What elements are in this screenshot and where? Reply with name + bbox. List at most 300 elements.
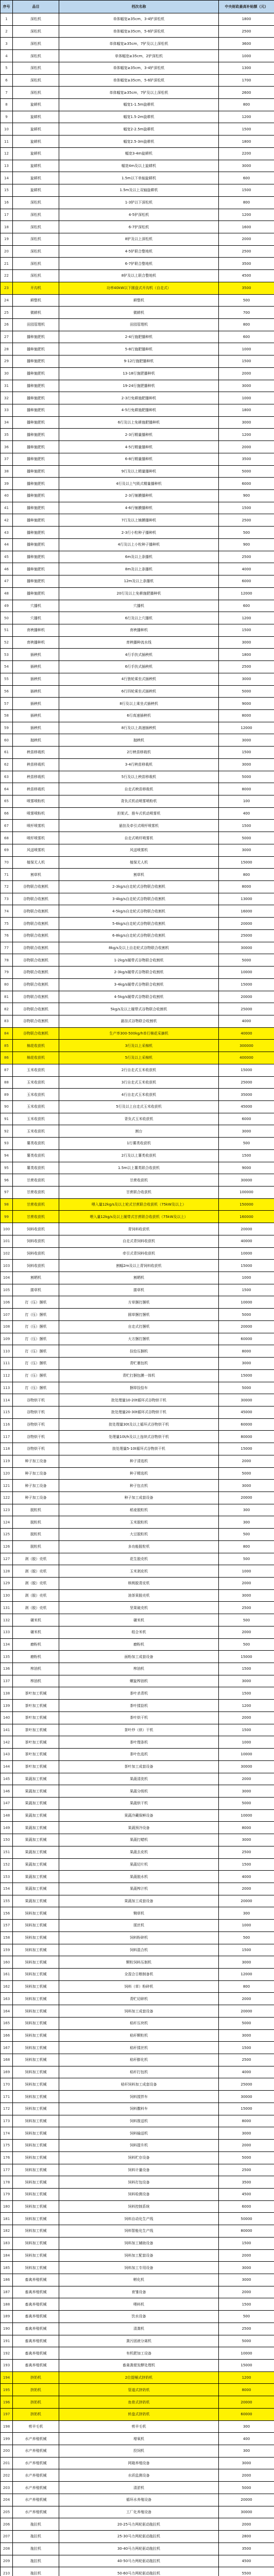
cell-seq: 28 <box>1 343 13 355</box>
cell-category: 播种施肥机 <box>13 453 59 465</box>
cell-amount: 30000 <box>219 1760 274 1773</box>
cell-seq: 153 <box>1 1871 13 1883</box>
cell-amount: 5000 <box>219 685 274 698</box>
cell-category: 饲料加工机械 <box>13 2017 59 2029</box>
cell-name: 网箱养殖设备 <box>59 2457 219 2469</box>
cell-amount: 3000 <box>219 2262 274 2274</box>
cell-amount: 2500 <box>219 2164 274 2176</box>
cell-name: 1行薯类收获机 <box>59 1138 219 1150</box>
cell-category: 饲料加工机械 <box>13 2225 59 2238</box>
cell-category: 饲料加工机械 <box>13 1920 59 1932</box>
cell-seq: 7 <box>1 87 13 99</box>
table-row <box>1 1540 274 1553</box>
cell-category: 果蔬加工机械 <box>13 1834 59 1846</box>
table-row <box>1 2396 274 2409</box>
cell-name: 6-7铲联合整地机 <box>59 258 219 270</box>
cell-seq: 176 <box>1 2151 13 2164</box>
table-row <box>1 1358 274 1370</box>
cell-amount: 13000 <box>219 893 274 905</box>
cell-seq: 173 <box>1 2115 13 2127</box>
cell-category: 饲料收获机 <box>13 1235 59 1247</box>
cell-category: 插秧机 <box>13 649 59 661</box>
cell-category: 榨油机 <box>13 1675 59 1687</box>
table-row <box>1 2237 274 2249</box>
cell-amount: 300 <box>219 1504 274 1516</box>
cell-seq: 33 <box>1 404 13 417</box>
cell-name: 4-5行精量播种机 <box>59 441 219 453</box>
cell-category: 打（压）捆机 <box>13 1369 59 1382</box>
cell-amount: 15000 <box>219 1443 274 1455</box>
cell-category: 谷物联合收割机 <box>13 893 59 905</box>
table-row <box>1 2445 274 2458</box>
cell-name: 批处理量30t及以上循环式谷物烘干机 <box>59 1418 219 1431</box>
table-row <box>1 490 274 502</box>
cell-name: 饲料粉碎机 <box>59 1931 219 1944</box>
cell-seq: 172 <box>1 2103 13 2115</box>
cell-name: 8铲及以上联合整地机 <box>59 270 219 282</box>
cell-name: 2-3行小粒种子播种机 <box>59 527 219 539</box>
cell-category: 剥（脱）壳机 <box>13 1602 59 1614</box>
cell-seq: 24 <box>1 294 13 307</box>
table-row <box>1 1687 274 1700</box>
cell-amount: 60000 <box>219 2408 274 2420</box>
table-row <box>1 2127 274 2140</box>
cell-seq: 40 <box>1 490 13 502</box>
table-row <box>1 624 274 636</box>
cell-category: 谷物烘干机 <box>13 1443 59 1455</box>
cell-name: 田园管理机 <box>59 318 219 331</box>
table-row <box>1 50 274 62</box>
cell-seq: 6 <box>1 74 13 87</box>
table-row <box>1 612 274 624</box>
table-row <box>1 1467 274 1480</box>
cell-category: 畜禽养殖机械 <box>13 2286 59 2298</box>
cell-name: 花生脱壳机 <box>59 1553 219 1565</box>
cell-category: 播种施肥机 <box>13 331 59 343</box>
cell-category: 果蔬加工机械 <box>13 1883 59 1895</box>
table-row <box>1 1969 274 1981</box>
cell-amount: 600 <box>219 600 274 612</box>
cell-seq: 163 <box>1 1993 13 2005</box>
cell-amount: 5000 <box>219 954 274 967</box>
table-row <box>1 1822 274 1834</box>
cell-amount: 800 <box>219 869 274 881</box>
cell-name: 饲料智能化生产线 <box>59 2225 219 2238</box>
table-row <box>1 1809 274 1822</box>
cell-category: 深松机 <box>13 25 59 38</box>
cell-name: 抛秧机 <box>59 734 219 747</box>
cell-category: 碾米机 <box>13 1614 59 1626</box>
cell-amount: 3000 <box>219 2029 274 2042</box>
cell-category: 割晒机 <box>13 1272 59 1284</box>
cell-category: 薯类收获机 <box>13 1149 59 1162</box>
cell-seq: 2 <box>1 25 13 38</box>
cell-name: 饲料推送机 <box>59 2115 219 2127</box>
cell-seq: 132 <box>1 1614 13 1626</box>
table-row <box>1 2286 274 2298</box>
cell-name: 4行独轮乘坐式插秧机 <box>59 673 219 685</box>
cell-category: 谷物联合收割机 <box>13 942 59 954</box>
cell-amount: 3000 <box>219 380 274 392</box>
table-row <box>1 795 274 808</box>
cell-seq: 115 <box>1 1406 13 1418</box>
cell-name: 青贮打捆包膜一体机 <box>59 1369 219 1382</box>
cell-name: 育秧播种流水线 <box>59 636 219 649</box>
cell-seq: 48 <box>1 587 13 600</box>
cell-amount: 1500 <box>219 747 274 759</box>
cell-amount: 1700 <box>219 74 274 87</box>
cell-seq: 186 <box>1 2274 13 2286</box>
cell-seq: 109 <box>1 1333 13 1345</box>
cell-category: 饲料加工机械 <box>13 2213 59 2225</box>
cell-seq: 80 <box>1 978 13 991</box>
table-row <box>1 856 274 869</box>
cell-name: 油茶果脱壳机 <box>59 1589 219 1602</box>
cell-name: 8铲及以上深松机 <box>59 233 219 245</box>
cell-category: 饲料加工机械 <box>13 2140 59 2152</box>
cell-category: 播种施肥机 <box>13 392 59 404</box>
cell-amount: 8000 <box>219 1345 274 1358</box>
table-row <box>1 991 274 1003</box>
cell-amount: 60000 <box>219 1418 274 1431</box>
cell-name: 幅宽2.5-3m旋耕机 <box>59 135 219 148</box>
cell-category: 畜禽养殖机械 <box>13 2311 59 2323</box>
cell-seq: 72 <box>1 881 13 893</box>
cell-seq: 17 <box>1 209 13 221</box>
cell-seq: 136 <box>1 1663 13 1675</box>
cell-seq: 86 <box>1 1052 13 1064</box>
cell-seq: 49 <box>1 600 13 612</box>
table-row <box>1 1211 274 1223</box>
cell-amount: 20000 <box>219 1492 274 1504</box>
cell-name: 饲料提升机 <box>59 2140 219 2152</box>
table-row <box>1 123 274 135</box>
cell-name: 8行及以上高速插秧机 <box>59 722 219 734</box>
cell-category: 播种施肥机 <box>13 551 59 563</box>
cell-amount: 3000 <box>219 734 274 747</box>
cell-seq: 54 <box>1 661 13 673</box>
cell-category: 饲料加工机械 <box>13 2176 59 2189</box>
cell-amount: 9000 <box>219 698 274 710</box>
cell-amount: 15000 <box>219 1260 274 1272</box>
table-row <box>1 2420 274 2433</box>
cell-category: 谷物联合收割机 <box>13 918 59 930</box>
table-row <box>1 99 274 111</box>
cell-name: 批处理量20-30t循环式谷物烘干机 <box>59 1406 219 1418</box>
table-row <box>1 2091 274 2103</box>
cell-amount: 80000 <box>219 2225 274 2238</box>
cell-category: 饲料加工机械 <box>13 2042 59 2054</box>
cell-seq: 199 <box>1 2433 13 2445</box>
cell-amount: 500 <box>219 1638 274 1651</box>
cell-seq: 134 <box>1 1638 13 1651</box>
cell-name: 19-24行施肥播种机 <box>59 380 219 392</box>
cell-seq: 91 <box>1 1113 13 1125</box>
cell-seq: 99 <box>1 1211 13 1223</box>
cell-category: 薯类收获机 <box>13 1138 59 1150</box>
cell-category: 果蔬加工机械 <box>13 1797 59 1809</box>
table-row <box>1 1382 274 1394</box>
cell-category: 剪羊毛机 <box>13 2420 59 2433</box>
cell-seq: 194 <box>1 2371 13 2384</box>
cell-seq: 3 <box>1 38 13 50</box>
table-row <box>1 2506 274 2518</box>
cell-seq: 151 <box>1 1846 13 1858</box>
cell-amount: 12000 <box>219 587 274 600</box>
cell-seq: 79 <box>1 967 13 979</box>
cell-category: 穴播机 <box>13 600 59 612</box>
cell-category: 深松机 <box>13 87 59 99</box>
cell-category: 茶叶加工机械 <box>13 1724 59 1736</box>
cell-amount: 20000 <box>219 1320 274 1333</box>
cell-amount: 1500 <box>219 820 274 832</box>
cell-category: 秧苗移栽机 <box>13 747 59 759</box>
cell-seq: 204 <box>1 2494 13 2506</box>
cell-seq: 116 <box>1 1418 13 1431</box>
cell-amount: 2500 <box>219 245 274 258</box>
cell-category: 甘蔗收获机 <box>13 1198 59 1211</box>
cell-seq: 175 <box>1 2140 13 2152</box>
table-row <box>1 1907 274 1920</box>
cell-name: 揉丝机 <box>59 1920 219 1932</box>
cell-category: 插秧机 <box>13 661 59 673</box>
cell-amount: 1500 <box>219 355 274 368</box>
cell-amount: 1800 <box>219 404 274 417</box>
cell-name: 5kg/s及以上履带式谷物联合收割机 <box>59 1003 219 1015</box>
cell-category: 挤奶机 <box>13 2396 59 2409</box>
table-row <box>1 905 274 918</box>
table-row <box>1 783 274 795</box>
cell-name: 种子清选机 <box>59 1455 219 1467</box>
cell-name: 4-5铲联合整地机 <box>59 245 219 258</box>
cell-seq: 112 <box>1 1369 13 1382</box>
cell-name: 颗粒饲料压制机 <box>59 1956 219 1969</box>
table-row <box>1 1944 274 1956</box>
cell-seq: 61 <box>1 747 13 759</box>
table-row <box>1 1015 274 1027</box>
cell-category: 打（压）捆机 <box>13 1345 59 1358</box>
cell-amount: 30000 <box>219 942 274 954</box>
cell-amount: 8000 <box>219 709 274 722</box>
cell-category: 割草机 <box>13 869 59 881</box>
cell-name: 背负式机动喷雾喷粉机 <box>59 795 219 808</box>
cell-seq: 84 <box>1 1027 13 1040</box>
cell-name: 秸秆膨化机 <box>59 2054 219 2066</box>
cell-amount: 800 <box>219 318 274 331</box>
table-row <box>1 1138 274 1150</box>
cell-category: 打（压）捆机 <box>13 1333 59 1345</box>
cell-amount: 15000 <box>219 1369 274 1382</box>
cell-amount: 2500 <box>219 1846 274 1858</box>
cell-name: 玉米脱粒机 <box>59 1516 219 1529</box>
cell-category: 畜禽养殖机械 <box>13 2360 59 2372</box>
cell-name: 2位提桶式挤奶机 <box>59 2371 219 2384</box>
cell-name: 8m及以上条播机 <box>59 563 219 575</box>
table-row <box>1 1113 274 1125</box>
cell-seq: 50 <box>1 612 13 624</box>
cell-name: 8kg/s及以上自走轮式谷物联合收割机 <box>59 942 219 954</box>
cell-name: 4行手扶式插秧机 <box>59 649 219 661</box>
cell-amount: 25000 <box>219 2078 274 2091</box>
cell-name: 4行及以上气吸式精量播种机 <box>59 478 219 490</box>
cell-amount: 100000 <box>219 1187 274 1199</box>
cell-seq: 158 <box>1 1931 13 1944</box>
cell-category: 拖拉机 <box>13 2531 59 2543</box>
cell-amount: 3500 <box>219 453 274 465</box>
table-row <box>1 807 274 820</box>
table-row <box>1 929 274 942</box>
table-body <box>1 13 274 2576</box>
cell-name: 幅宽2-2.5m旋耕机 <box>59 123 219 135</box>
cell-name: 果蔬预冷设备 <box>59 1822 219 1834</box>
cell-category: 果蔬加工机械 <box>13 1846 59 1858</box>
cell-amount: 500 <box>219 1614 274 1626</box>
cell-amount: 3000 <box>219 1956 274 1969</box>
table-row <box>1 502 274 514</box>
cell-name: 4-5行免耕施肥播种机 <box>59 404 219 417</box>
table-row <box>1 967 274 979</box>
cell-seq: 206 <box>1 2518 13 2531</box>
cell-seq: 122 <box>1 1492 13 1504</box>
cell-amount: 15000 <box>219 978 274 991</box>
cell-name: 育雏设备 <box>59 2286 219 2298</box>
cell-seq: 36 <box>1 441 13 453</box>
cell-name: 1-3铲以下深松机 <box>59 196 219 209</box>
cell-name: 20-25马力两轮驱动拖拉机 <box>59 2518 219 2531</box>
cell-amount: 3500 <box>219 258 274 270</box>
cell-seq: 62 <box>1 758 13 771</box>
table-row <box>1 1309 274 1321</box>
cell-name: 牵引式青饲料收获机 <box>59 1247 219 1260</box>
cell-amount: 1800 <box>219 649 274 661</box>
table-row <box>1 978 274 991</box>
table-row <box>1 1602 274 1614</box>
table-row <box>1 1651 274 1663</box>
cell-name: 饲料撒料车 <box>59 2103 219 2115</box>
cell-category: 插秧机 <box>13 673 59 685</box>
cell-amount: 2800 <box>219 2531 274 2543</box>
cell-seq: 44 <box>1 538 13 551</box>
cell-amount: 40000 <box>219 1235 274 1247</box>
cell-category: 玉米收获机 <box>13 1089 59 1101</box>
cell-name: 处理量10t/h及以上连续式谷物烘干机 <box>59 1431 219 1443</box>
cell-category: 插秧机 <box>13 685 59 698</box>
cell-amount: 6000 <box>219 478 274 490</box>
cell-amount: 15000 <box>219 1064 274 1076</box>
header-seq: 序号 <box>1 1 13 13</box>
cell-name: 13-18行施肥播种机 <box>59 367 219 380</box>
cell-seq: 26 <box>1 318 13 331</box>
table-row <box>1 1443 274 1455</box>
table-row <box>1 404 274 417</box>
cell-amount: 3000 <box>219 1834 274 1846</box>
table-row <box>1 942 274 954</box>
cell-category: 种子加工设备 <box>13 1492 59 1504</box>
cell-name: 3-4kg/s履带式谷物联合收割机 <box>59 978 219 991</box>
cell-amount: 2000 <box>219 2469 274 2482</box>
cell-amount: 800 <box>219 1540 274 1553</box>
cell-seq: 129 <box>1 1578 13 1590</box>
cell-seq: 169 <box>1 2066 13 2078</box>
cell-seq: 25 <box>1 307 13 319</box>
cell-category: 秧苗移栽机 <box>13 783 59 795</box>
cell-name: 方草捆打捆机 <box>59 1296 219 1309</box>
cell-amount: 2000 <box>219 1578 274 1590</box>
cell-category: 挤奶机 <box>13 2408 59 2420</box>
cell-seq: 205 <box>1 2506 13 2518</box>
cell-seq: 10 <box>1 123 13 135</box>
cell-seq: 148 <box>1 1809 13 1822</box>
cell-category: 饲料加工机械 <box>13 1956 59 1969</box>
cell-amount: 9000 <box>219 1162 274 1174</box>
cell-amount: 5000 <box>219 2151 274 2164</box>
cell-category: 脱粒机 <box>13 1516 59 1529</box>
table-row <box>1 709 274 722</box>
cell-name: 50-60马力两轮驱动拖拉机 <box>59 2567 219 2576</box>
cell-amount: 1200 <box>219 429 274 441</box>
cell-seq: 191 <box>1 2335 13 2347</box>
cell-amount: 3000 <box>219 636 274 649</box>
cell-seq: 46 <box>1 563 13 575</box>
table-row <box>1 1711 274 1724</box>
cell-category: 剥（脱）壳机 <box>13 1589 59 1602</box>
table-row <box>1 172 274 184</box>
cell-name: 畜禽粪便发酵处理机 <box>59 2360 219 2372</box>
cell-amount: 20000 <box>219 1223 274 1235</box>
cell-category: 饲料加工机械 <box>13 1944 59 1956</box>
cell-seq: 101 <box>1 1235 13 1247</box>
cell-amount: 500 <box>219 1529 274 1541</box>
cell-seq: 94 <box>1 1149 13 1162</box>
cell-name: 秸秆打包机 <box>59 2066 219 2078</box>
cell-name: 2行及以上薯类收获机 <box>59 1149 219 1162</box>
cell-amount: 2000 <box>219 1455 274 1467</box>
cell-category: 挤奶机 <box>13 2384 59 2396</box>
cell-amount: 6000 <box>219 1113 274 1125</box>
table-row <box>1 2457 274 2469</box>
cell-category: 播种施肥机 <box>13 367 59 380</box>
cell-category: 喷杆喷雾机 <box>13 832 59 844</box>
table-row <box>1 416 274 429</box>
cell-amount: 800 <box>219 196 274 209</box>
cell-category: 拖拉机 <box>13 2555 59 2567</box>
table-row <box>1 1455 274 1467</box>
table-row <box>1 1260 274 1272</box>
cell-amount: 3000 <box>219 1358 274 1370</box>
cell-amount: 2500 <box>219 2323 274 2335</box>
cell-seq: 102 <box>1 1247 13 1260</box>
cell-amount: 4000 <box>219 1015 274 1027</box>
cell-category: 深松机 <box>13 62 59 74</box>
cell-category: 饲料加工机械 <box>13 2151 59 2164</box>
cell-name: 青饲料收获机 <box>59 1223 219 1235</box>
cell-amount: 3000 <box>219 673 274 685</box>
cell-seq: 119 <box>1 1455 13 1467</box>
cell-name: 茶叶色选机 <box>59 1749 219 1761</box>
cell-amount: 1000 <box>219 1920 274 1932</box>
table-row <box>1 1760 274 1773</box>
table-row <box>1 2115 274 2127</box>
table-row <box>1 1626 274 1638</box>
cell-category: 剥（脱）壳机 <box>13 1565 59 1578</box>
table-row <box>1 2262 274 2274</box>
cell-name: 螺旋榨油机 <box>59 1675 219 1687</box>
cell-amount: 5000 <box>219 771 274 783</box>
cell-amount: 500 <box>219 1931 274 1944</box>
cell-seq: 113 <box>1 1382 13 1394</box>
table-row <box>1 2164 274 2176</box>
cell-category: 种子加工设备 <box>13 1455 59 1467</box>
